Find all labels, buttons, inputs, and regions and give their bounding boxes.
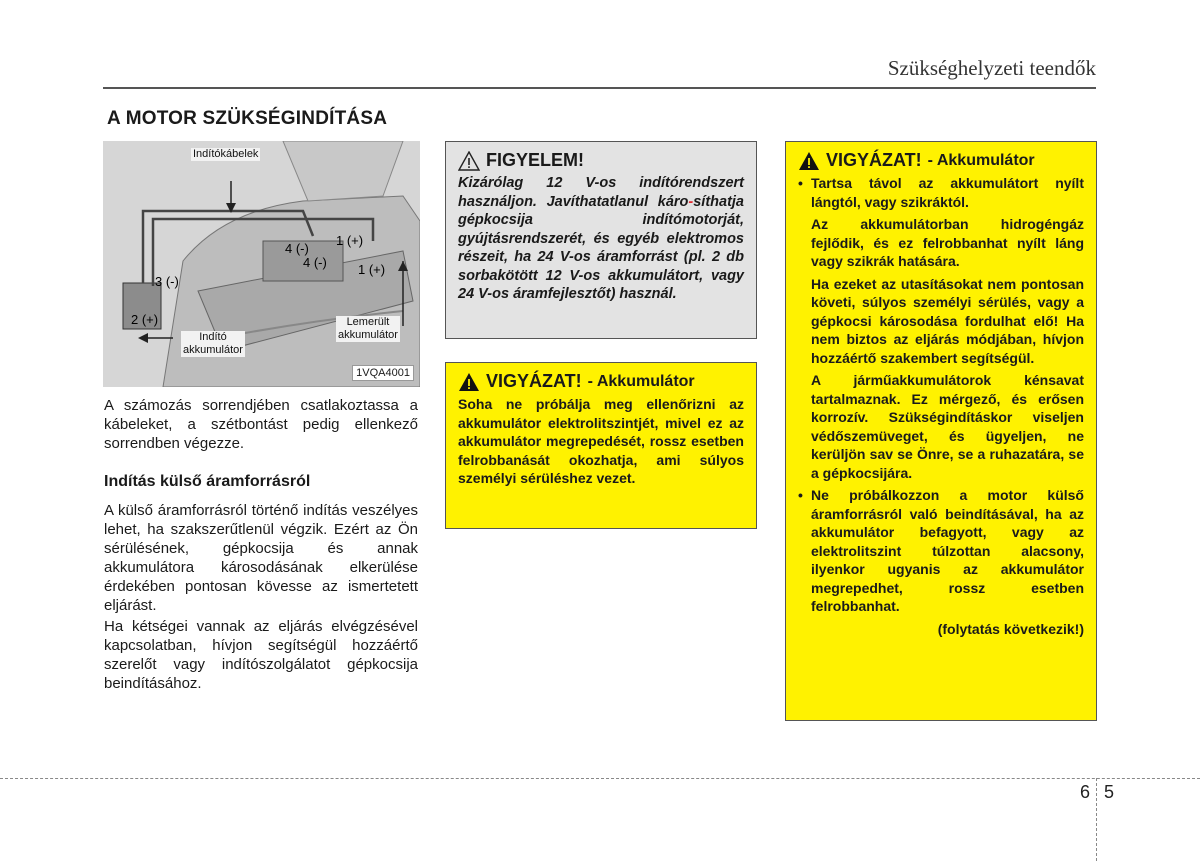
notice-text-part-2: síthatja gépkocsija indítómotorját, gyújtásrendszerét, és egyéb elektromos részeit, ha 24 V-os áramforrást (pl. 2 db sorbakötött 12 V-os akkumulátort, vagy 24 V-os áramfejlesztőt) használ.: [458, 193, 744, 302]
header-rule: [103, 87, 1096, 89]
notice-hyphen: -: [688, 193, 694, 210]
bullet-text: Ne próbálkozzon a motor külső áramforrásról való beindításával, ha az akkumulátor befagyott, vagy az elektrolitszint túlzottan alacsony, ilyenkor ugyanis az akkumulátor megrepedhet, rossz esetben felrobbanhat.: [811, 487, 1084, 614]
caution-subtitle: - Akkumulátor: [927, 151, 1035, 169]
list-item: • Tartsa távol az akkumulátort nyílt lángtól, vagy szikráktól. Az akkumulátorban hidrogéngáz fejlődik, és ez felrobbanhat nyílt láng vagy szikrák hatására. Ha ezeket az utasításokat nem pontosan követi, súlyos személyi sérülés, vagy a gépkocsi károsodása fordulhat elő! Ha nem biztos az eljárás módjában, hívjon hozzáértő szakembert segítségül. A járműakkumulátorok kénsavat tartalmaznak. Ez mérgező, és erősen korrozív. Szükségindításkor viseljen védőszemüveget, és ügyeljen, ne kerüljön sav se Önre, se a ruhazatára, se a gépkocsijára.: [798, 175, 1084, 481]
body-paragraph: A külső áramforrásról történő indítás veszélyes lehet, ha szakszerűtlenül végzik. Ezért az Ön sérülésének, gépkocsija és annak akkumulátora károsodásának elkerülése érdekében pontosan kövesse az ismertetett eljárást.: [104, 502, 418, 614]
mark-4b: 4 (-): [303, 255, 327, 270]
notice-title: [458, 150, 744, 171]
chapter-number: 6: [1080, 782, 1091, 802]
notice-title-text: FIGYELEM!: [486, 150, 584, 170]
figure-code: 1VQA4001: [352, 365, 414, 381]
footer-divider: [1096, 778, 1097, 861]
jump-start-figure: [103, 141, 420, 387]
running-header: Szükséghelyzeti teendők: [887, 56, 1096, 80]
caution-title: [798, 150, 1084, 171]
intro-paragraph: A számozás sorrendjében csatlakoztassa a kábeleket, a szétbontást pedig ellenkező sorrendben végezze.: [104, 397, 418, 452]
body-paragraph-help: Ha kétségei vannak az eljárás elvégzésével kapcsolatban, hívjon segítségül hozzáértő szerelőt vagy indítószolgálatot gépkocsija beindításához.: [104, 618, 418, 692]
caution-text: Soha ne próbálja meg ellenőrizni az akkumulátor elektrolitszintjét, mivel ez az akkumulátor megrepedését, rossz esetben felrobbanását okozhatja, ami súlyos személyi sérüléshez vezet.: [458, 396, 744, 486]
bullet-text: A járműakkumulátorok kénsavat tartalmaznak. Ez mérgező, és erősen korrozív. Szükségindításkor viseljen védőszemüveget, és ügyeljen, ne kerüljön sav se Önre, se a ruhazatára, se a gépkocsijára.: [811, 372, 1084, 481]
footer-rule: [0, 778, 1200, 779]
notice-box: [445, 141, 757, 339]
caution-subtitle: - Akkumulátor: [587, 372, 695, 390]
list-item: • Ne próbálkozzon a motor külső áramforrásról való beindításával, ha az akkumulátor befagyott, vagy az elektrolitszint túlzottan alacsony, ilyenkor ugyanis az akkumulátor megrepedhet, rossz esetben felrobbanhat.: [798, 487, 1084, 614]
mark-1a: 1 (+): [336, 233, 364, 248]
label-dead-battery: Lemerült akkumulátor: [338, 316, 398, 341]
notice-text: [458, 174, 744, 304]
warning-outline-icon: [458, 151, 480, 171]
caution-title-text: VIGYÁZAT!: [486, 371, 582, 391]
caution-box-battery-safety: [785, 141, 1097, 721]
page-number: 5: [1104, 782, 1115, 802]
bullet-text: Tartsa távol az akkumulátort nyílt lángtól, vagy szikráktól.: [811, 175, 1084, 210]
mark-4a: 4 (-): [285, 241, 309, 256]
continued-note: (folytatás következik!): [937, 620, 1084, 637]
caution-title-text: VIGYÁZAT!: [826, 150, 922, 170]
subsection-title: Indítás külső áramforrásról: [104, 473, 311, 490]
caution-list: [798, 174, 1084, 638]
label-cables: Indítókábelek: [193, 148, 259, 160]
mark-2: 2 (+): [131, 312, 159, 327]
label-source-battery: Indító akkumulátor: [183, 331, 243, 356]
caution-title: [458, 371, 744, 392]
mark-1b: 1 (+): [358, 262, 386, 277]
bullet-text: Az akkumulátorban hidrogéngáz fejlődik, és ez felrobbanhat nyílt láng vagy szikrák hatására.: [811, 216, 1084, 269]
bullet-text: Ha ezeket az utasításokat nem pontosan követi, súlyos személyi sérülés, vagy a gépkocsi károsodása fordulhat elő! Ha nem biztos az eljárás módjában, hívjon hozzáértő szakembert segítségül.: [811, 275, 1084, 366]
notice-text-part: Kizárólag 12 V-os indítórendszert használjon. Javíthatatlanul káro: [458, 175, 744, 210]
mark-3: 3 (-): [155, 274, 179, 289]
caution-box-battery-check: [445, 362, 757, 529]
warning-filled-icon: [798, 151, 820, 171]
warning-filled-icon: [458, 372, 480, 392]
section-title: A MOTOR SZÜKSÉGINDÍTÁSA: [107, 108, 388, 129]
